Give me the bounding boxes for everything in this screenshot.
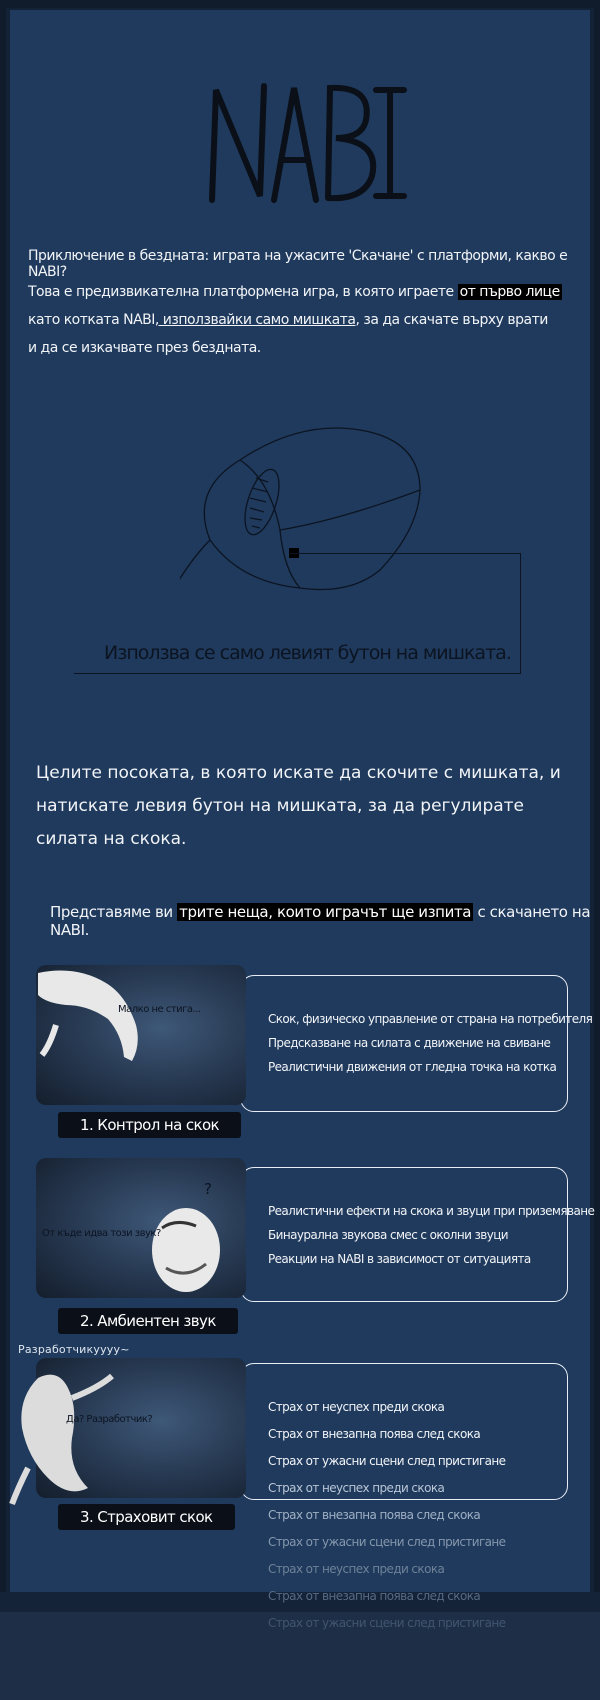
left-edge (0, 0, 6, 1612)
mouse-caption: Използва се само левият бутон на мишката. (104, 642, 511, 664)
card-3-bubble: Да? Разработчик? (66, 1414, 153, 1425)
card-3-repeat-6: Страх от ужасни сцени след пристигане (268, 1616, 506, 1630)
intro-line1-a: Това е предизвикателна платформена игра, в която играете (28, 284, 458, 300)
intro-line2-underline: , използвайки само мишката (154, 312, 356, 328)
present-b: с скачането на NABI. (50, 903, 591, 939)
intro-question: Приключение в бездната: играта на ужасите 'Скачане' с платформи, какво е NABI? (28, 248, 568, 280)
card-1-feature-1: Скок, физическо управление от страна на потребителя (268, 1012, 593, 1026)
card-1-feature-2: Предсказване на силата с движение на свиване (268, 1036, 551, 1050)
card-3-repeat-1: Страх от неуспех преди скока (268, 1481, 445, 1495)
intro-line2-b: , за да скачате върху врати (355, 312, 548, 328)
intro-line1-highlight: от първо лице (459, 284, 560, 300)
cat-falling-icon (8, 1358, 128, 1508)
mouse-illustration (180, 420, 440, 600)
intro-line3: и да се изкачвате през бездната. (28, 340, 261, 356)
card-2-title: 2. Амбиентен звук (58, 1308, 238, 1334)
mouse-caption-underline (74, 673, 521, 674)
mouse-callout-line (290, 553, 521, 554)
card-2-feature-3: Реакции на NABI в зависимост от ситуацията (268, 1252, 531, 1266)
card-3-repeat-4: Страх от неуспех преди скока (268, 1562, 445, 1576)
card-1-image (36, 965, 246, 1105)
card-3-repeat-2: Страх от внезапна поява след скока (268, 1508, 481, 1522)
card-3-feature-3: Страх от ужасни сцени след пристигане (268, 1454, 506, 1468)
card-2-feature-1: Реалистични ефекти на скока и звуци при приземяване (268, 1204, 595, 1218)
card-3-feature-1: Страх от неуспех преди скока (268, 1400, 445, 1414)
card-3-repeat-3: Страх от ужасни сцени след пристигане (268, 1535, 506, 1549)
present-a: Представяме ви (50, 903, 178, 921)
mouse-callout-vline (520, 553, 521, 674)
card-2-question-mark: ? (204, 1180, 212, 1198)
intro-line2-a: като котката NABI (28, 312, 155, 328)
card-2-feature-2: Бинаурална звукова смес с околни звуци (268, 1228, 509, 1242)
present-highlight: трите неща, които играчът ще изпита (179, 903, 472, 921)
right-edge (594, 0, 600, 1612)
present-text (50, 903, 600, 939)
card-1-bubble: Малко не стига... (118, 1004, 201, 1015)
card-3-feature-2: Страх от внезапна поява след скока (268, 1427, 481, 1441)
aim-text: Целите посоката, в която искате да скочите с мишката, и натискате левия бутон на мишката, за да регулирате силата на скока. (36, 763, 561, 849)
developer-shout: Разработчикуууу~ (18, 1343, 130, 1356)
card-1-feature-3: Реалистични движения от гледна точка на котка (268, 1060, 557, 1074)
cat-leaping-icon (36, 965, 246, 1105)
card-3-repeat-5: Страх от внезапна поява след скока (268, 1589, 481, 1603)
top-edge (0, 0, 600, 8)
card-1-title: 1. Контрол на скок (58, 1112, 241, 1138)
card-2-bubble: От къде идва този звук? (42, 1228, 161, 1239)
intro-text (28, 278, 568, 362)
nabi-logo (190, 72, 410, 212)
card-3-title: 3. Страховит скок (58, 1504, 235, 1530)
